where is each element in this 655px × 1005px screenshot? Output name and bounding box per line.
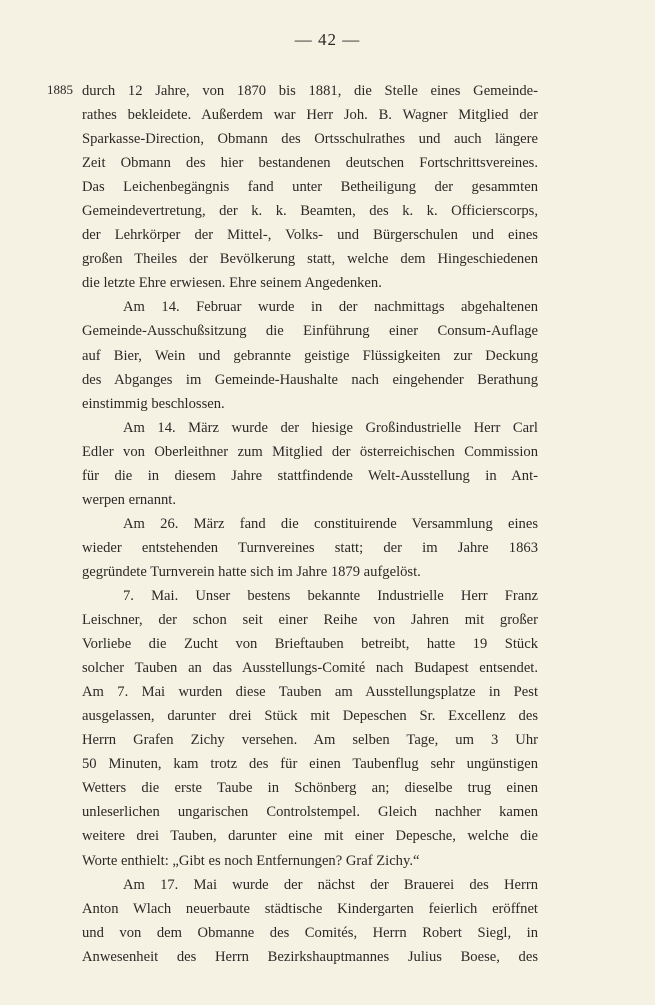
margin-year: 1885: [47, 82, 73, 97]
text-line: Am 14. März wurde der hiesige Großindustrielle Herr Carl: [123, 419, 538, 436]
text-line: für die in diesem Jahre stattfindende Welt-Ausstellung in Ant-: [82, 467, 538, 484]
paragraph: [82, 79, 538, 295]
paragraph: [82, 584, 538, 873]
paragraph: [82, 512, 538, 584]
text-line: weitere drei Tauben, darunter eine mit einer Depesche, welche die: [82, 828, 538, 845]
text-line: einstimmig beschlossen.: [82, 395, 225, 412]
text-line: werpen ernannt.: [82, 491, 177, 508]
text-line: Herrn Grafen Zichy versehen. Am selben Tage, um 3 Uhr: [82, 732, 538, 749]
text-line: 50 Minuten, kam trotz des für einen Taubenflug sehr ungünstigen: [82, 756, 538, 773]
paragraph: [82, 416, 538, 512]
paragraph: [82, 295, 538, 415]
text-line: Am 17. Mai wurde der nächst der Brauerei des Herrn: [123, 876, 538, 893]
text-line: Am 14. Februar wurde in der nachmittags abgehaltenen: [123, 299, 538, 316]
text-line: 7. Mai. Unser bestens bekannte Industrielle Herr Franz: [123, 587, 538, 604]
text-line: Am 26. März fand die constituirende Versammlung eines: [123, 515, 538, 532]
text-line: Wetters die erste Taube in Schönberg an; dieselbe trug einen: [82, 780, 538, 797]
text-line: und von dem Obmanne des Comités, Herrn Robert Siegl, in: [82, 924, 538, 941]
text-line: Gemeindevertretung, der k. k. Beamten, des k. k. Officierscorps,: [82, 203, 538, 220]
text-line: durch 12 Jahre, von 1870 bis 1881, die Stelle eines Gemeinde-: [82, 83, 538, 99]
text-line: wieder entstehenden Turnvereines statt; der im Jahre 1863: [82, 539, 538, 556]
text-line: Sparkasse-Direction, Obmann des Ortsschulrathes und auch längere: [82, 131, 538, 148]
text-line: Worte enthielt: „Gibt es noch Entfernungen? Graf Zichy.“: [82, 852, 420, 869]
text-line: Anton Wlach neuerbaute städtische Kindergarten feierlich eröffnet: [82, 900, 538, 917]
text-line: Am 7. Mai wurden diese Tauben am Ausstellungsplatze in Pest: [82, 684, 538, 701]
text-line: Anwesenheit des Herrn Bezirkshauptmannes Julius Boese, des: [82, 948, 538, 965]
text-line: des Abganges im Gemeinde-Haushalte nach eingehender Berathung: [82, 371, 538, 388]
text-line: Vorliebe die Zucht von Brieftauben betreibt, hatte 19 Stück: [82, 636, 538, 653]
page-number: — 42 —: [294, 30, 361, 49]
text-line: die letzte Ehre erwiesen. Ehre seinem Angedenken.: [82, 275, 382, 292]
text-line: der Lehrkörper der Mittel-, Volks- und Bürgerschulen und eines: [82, 227, 538, 244]
page-body: [82, 79, 538, 969]
text-line: unleserlichen ungarischen Controlstempel. Gleich nachher kamen: [82, 804, 538, 821]
text-line: Das Leichenbegängnis fand unter Betheiligung der gesammten: [82, 179, 538, 196]
text-line: Edler von Oberleithner zum Mitglied der österreichischen Commission: [82, 443, 538, 460]
text-line: gegründete Turnverein hatte sich im Jahre 1879 aufgelöst.: [82, 563, 421, 580]
text-line: Zeit Obmann des hier bestandenen deutschen Fortschrittsvereines.: [82, 155, 538, 172]
text-line: Gemeinde-Ausschußsitzung die Einführung einer Consum-Auflage: [82, 323, 538, 340]
text-line: großen Theiles der Bevölkerung statt, welche dem Hingeschiedenen: [82, 251, 538, 268]
paragraph: [82, 873, 538, 969]
text-line: solcher Tauben an das Ausstellungs-Comité nach Budapest entsendet.: [82, 660, 538, 677]
text-line: auf Bier, Wein und gebrannte geistige Flüssigkeiten zur Deckung: [82, 347, 538, 364]
text-line: Leischner, der schon seit einer Reihe von Jahren mit großer: [82, 612, 538, 629]
text-line: rathes bekleidete. Außerdem war Herr Joh. B. Wagner Mitglied der: [82, 107, 538, 124]
text-line: ausgelassen, darunter drei Stück mit Depeschen Sr. Excellenz des: [82, 708, 538, 725]
